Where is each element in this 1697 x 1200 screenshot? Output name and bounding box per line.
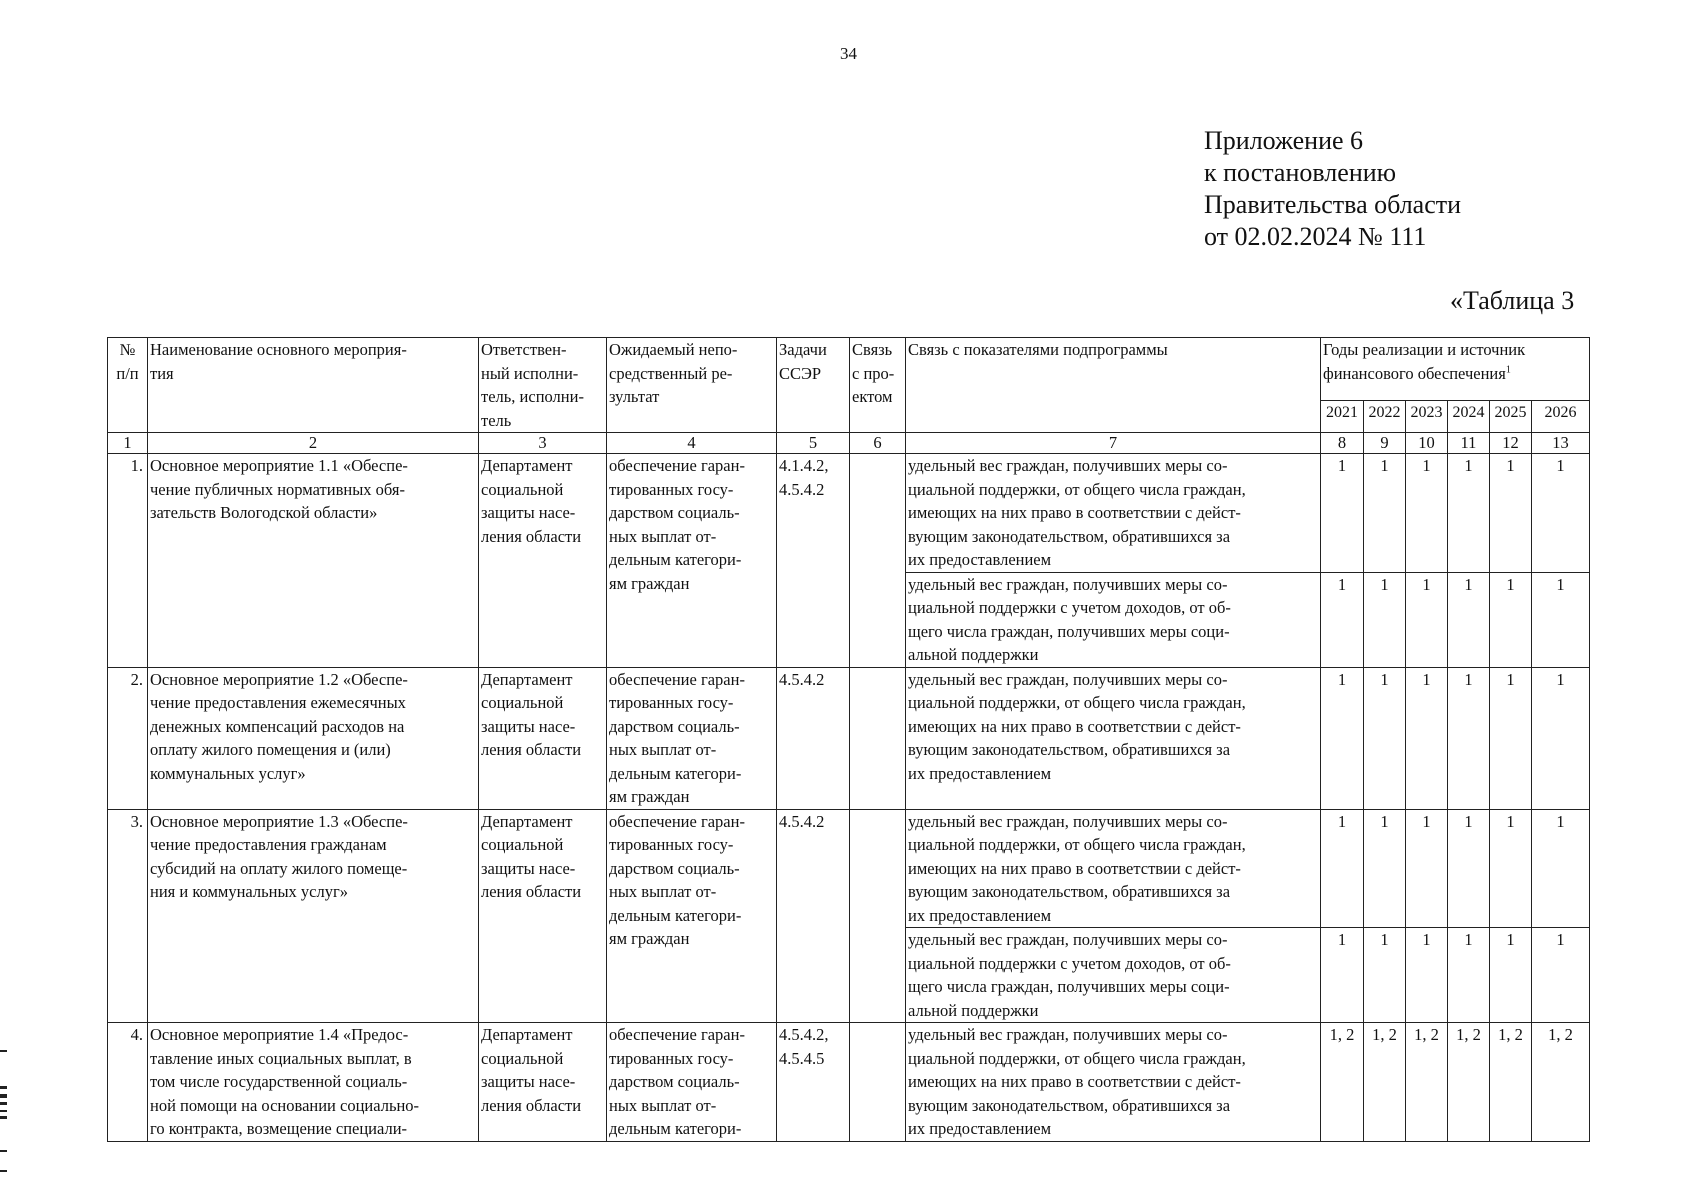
table-row bbox=[108, 1023, 1590, 1142]
responsible-executor: Департамент социальной защиты насе- ления области bbox=[479, 1023, 607, 1142]
column-number-cell: 11 bbox=[1448, 433, 1490, 454]
year-value: 1 bbox=[1532, 809, 1590, 928]
page-number: 34 bbox=[840, 44, 857, 63]
expected-result: обеспечение гаран- тированных госу- дарством социаль- ных выплат от- дельным категори- ям граждан bbox=[607, 809, 777, 1023]
year-header-cell: 2021 bbox=[1321, 400, 1364, 432]
column-number-cell: 12 bbox=[1490, 433, 1532, 454]
year-value: 1 bbox=[1321, 572, 1364, 667]
ssep-tasks: 4.5.4.2 bbox=[777, 667, 850, 809]
year-value: 1 bbox=[1490, 809, 1532, 928]
years-title-text: Годы реализации и источник финансового обеспечения bbox=[1323, 340, 1526, 383]
year-header-cell: 2022 bbox=[1364, 400, 1406, 432]
measures-table bbox=[107, 337, 1590, 1142]
measure-name: Основное мероприятие 1.1 «Обеспе- чение публичных нормативных обя- зательств Вологодской области» bbox=[148, 454, 479, 668]
appendix-line: к постановлению bbox=[1204, 158, 1397, 187]
header-project: Связь с про- ектом bbox=[850, 338, 906, 433]
indicator-text: удельный вес граждан, получивших меры со- циальной поддержки, от общего числа граждан, имеющих на них право в соответствии с дейст- вующим законодательством, обратившихся за их предоставлением bbox=[906, 1023, 1321, 1142]
year-value: 1 bbox=[1406, 928, 1448, 1023]
year-value: 1 bbox=[1532, 454, 1590, 573]
header-result: Ожидаемый непо- средственный ре- зультат bbox=[607, 338, 777, 433]
expected-result: обеспечение гаран- тированных госу- дарством социаль- ных выплат от- дельным категори- ям граждан bbox=[607, 454, 777, 668]
year-value: 1 bbox=[1490, 928, 1532, 1023]
year-value: 1 bbox=[1490, 667, 1532, 809]
project-link bbox=[850, 454, 906, 668]
year-value: 1 bbox=[1448, 809, 1490, 928]
indicator-text: удельный вес граждан, получивших меры со- циальной поддержки с учетом доходов, от об- щего числа граждан, получивших меры соци- альной поддержки bbox=[906, 928, 1321, 1023]
year-value: 1 bbox=[1448, 454, 1490, 573]
row-number: 2. bbox=[108, 667, 148, 809]
year-value: 1 bbox=[1364, 928, 1406, 1023]
header-name: Наименование основного мероприя- тия bbox=[148, 338, 479, 433]
project-link bbox=[850, 809, 906, 1023]
header-executor: Ответствен- ный исполни- тель, исполни- тель bbox=[479, 338, 607, 433]
year-value: 1 bbox=[1532, 928, 1590, 1023]
responsible-executor: Департамент социальной защиты насе- ления области bbox=[479, 667, 607, 809]
measure-name: Основное мероприятие 1.4 «Предос- тавление иных социальных выплат, в том числе государственной социаль- ной помощи на основании социально- го контракта, возмещение специали- bbox=[148, 1023, 479, 1142]
year-value: 1 bbox=[1406, 454, 1448, 573]
measure-name: Основное мероприятие 1.2 «Обеспе- чение предоставления ежемесячных денежных компенсаций расходов на оплату жилого помещения и (или) коммунальных услуг» bbox=[148, 667, 479, 809]
year-value: 1 bbox=[1448, 667, 1490, 809]
indicator-text: удельный вес граждан, получивших меры со- циальной поддержки, от общего числа граждан, имеющих на них право в соответствии с дейст- вующим законодательством, обратившихся за их предоставлением bbox=[906, 454, 1321, 573]
row-number: 3. bbox=[108, 809, 148, 1023]
expected-result: обеспечение гаран- тированных госу- дарством социаль- ных выплат от- дельным категори- bbox=[607, 1023, 777, 1142]
row-number: 1. bbox=[108, 454, 148, 668]
indicator-text: удельный вес граждан, получивших меры со- циальной поддержки с учетом доходов, от об- щего числа граждан, получивших меры соци- альной поддержки bbox=[906, 572, 1321, 667]
year-value: 1 bbox=[1406, 809, 1448, 928]
year-value: 1 bbox=[1321, 667, 1364, 809]
column-number-cell: 13 bbox=[1532, 433, 1590, 454]
year-value: 1 bbox=[1448, 572, 1490, 667]
responsible-executor: Департамент социальной защиты насе- ления области bbox=[479, 454, 607, 668]
indicator-text: удельный вес граждан, получивших меры со- циальной поддержки, от общего числа граждан, имеющих на них право в соответствии с дейст- вующим законодательством, обратившихся за их предоставлением bbox=[906, 667, 1321, 809]
year-header-cell: 2025 bbox=[1490, 400, 1532, 432]
column-number-cell: 8 bbox=[1321, 433, 1364, 454]
appendix-heading bbox=[1204, 125, 1461, 253]
appendix-line: Правительства области bbox=[1204, 190, 1462, 219]
header-row bbox=[108, 338, 1590, 401]
appendix-line: от 02.02.2024 № 111 bbox=[1204, 222, 1427, 251]
year-value: 1, 2 bbox=[1448, 1023, 1490, 1142]
scan-margin-marks bbox=[0, 1050, 10, 1180]
column-number-cell: 4 bbox=[607, 433, 777, 454]
year-value: 1 bbox=[1364, 809, 1406, 928]
year-value: 1 bbox=[1490, 454, 1532, 573]
header-tasks: Задачи ССЭР bbox=[777, 338, 850, 433]
year-value: 1 bbox=[1448, 928, 1490, 1023]
column-number-cell: 5 bbox=[777, 433, 850, 454]
project-link bbox=[850, 1023, 906, 1142]
year-value: 1, 2 bbox=[1406, 1023, 1448, 1142]
column-number-cell: 9 bbox=[1364, 433, 1406, 454]
row-number: 4. bbox=[108, 1023, 148, 1142]
year-value: 1 bbox=[1364, 667, 1406, 809]
year-header-cell: 2024 bbox=[1448, 400, 1490, 432]
table-body bbox=[108, 454, 1590, 1142]
column-number-cell: 3 bbox=[479, 433, 607, 454]
year-value: 1 bbox=[1406, 667, 1448, 809]
year-value: 1 bbox=[1406, 572, 1448, 667]
column-number-cell: 6 bbox=[850, 433, 906, 454]
ssep-tasks: 4.5.4.2, 4.5.4.5 bbox=[777, 1023, 850, 1142]
year-value: 1, 2 bbox=[1490, 1023, 1532, 1142]
year-value: 1 bbox=[1532, 667, 1590, 809]
table-row bbox=[108, 667, 1590, 809]
measure-name: Основное мероприятие 1.3 «Обеспе- чение предоставления гражданам субсидий на оплату жилого помеще- ния и коммунальных услуг» bbox=[148, 809, 479, 1023]
ssep-tasks: 4.1.4.2, 4.5.4.2 bbox=[777, 454, 850, 668]
year-value: 1 bbox=[1321, 809, 1364, 928]
year-value: 1, 2 bbox=[1532, 1023, 1590, 1142]
year-header-cell: 2026 bbox=[1532, 400, 1590, 432]
year-value: 1, 2 bbox=[1364, 1023, 1406, 1142]
column-number-row bbox=[108, 433, 1590, 454]
table-row bbox=[108, 454, 1590, 573]
indicator-text: удельный вес граждан, получивших меры со- циальной поддержки, от общего числа граждан, имеющих на них право в соответствии с дейст- вующим законодательством, обратившихся за их предоставлением bbox=[906, 809, 1321, 928]
column-number-cell: 1 bbox=[108, 433, 148, 454]
year-value: 1 bbox=[1490, 572, 1532, 667]
header-num: № п/п bbox=[108, 338, 148, 433]
year-value: 1, 2 bbox=[1321, 1023, 1364, 1142]
year-value: 1 bbox=[1532, 572, 1590, 667]
year-value: 1 bbox=[1321, 928, 1364, 1023]
appendix-line: Приложение 6 bbox=[1204, 126, 1364, 155]
header-years-title bbox=[1321, 338, 1590, 401]
ssep-tasks: 4.5.4.2 bbox=[777, 809, 850, 1023]
year-value: 1 bbox=[1364, 572, 1406, 667]
footnote-mark: 1 bbox=[1505, 364, 1511, 375]
year-header-cell: 2023 bbox=[1406, 400, 1448, 432]
expected-result: обеспечение гаран- тированных госу- дарством социаль- ных выплат от- дельным категори- ям граждан bbox=[607, 667, 777, 809]
table-label: «Таблица 3 bbox=[1450, 286, 1575, 315]
column-number-cell: 2 bbox=[148, 433, 479, 454]
column-number-cell: 10 bbox=[1406, 433, 1448, 454]
header-indicators: Связь с показателями подпрограммы bbox=[906, 338, 1321, 433]
project-link bbox=[850, 667, 906, 809]
column-number-cell: 7 bbox=[906, 433, 1321, 454]
responsible-executor: Департамент социальной защиты насе- ления области bbox=[479, 809, 607, 1023]
table-row bbox=[108, 809, 1590, 928]
year-value: 1 bbox=[1321, 454, 1364, 573]
year-value: 1 bbox=[1364, 454, 1406, 573]
